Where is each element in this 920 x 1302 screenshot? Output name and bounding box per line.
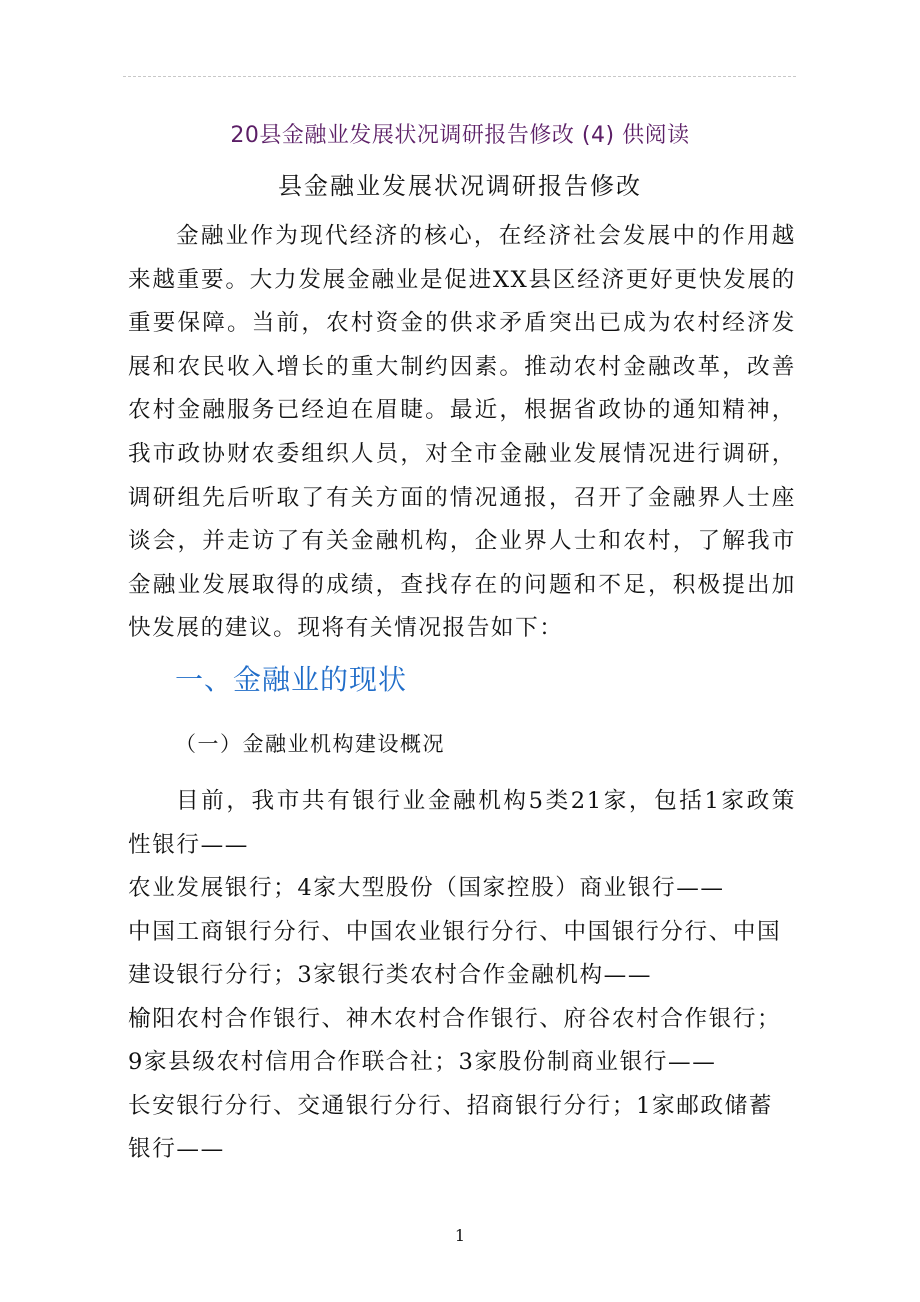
- body-line: 建设银行分行；3家银行类农村合作金融机构——: [128, 962, 653, 988]
- body-line: 农业发展银行；4家大型股份（国家控股）商业银行——: [128, 875, 725, 901]
- body-line: 长安银行分行、交通银行分行、招商银行分行；1家邮政储蓄: [128, 1093, 774, 1119]
- document-subtitle: 县金融业发展状况调研报告修改: [278, 172, 642, 200]
- body-paragraph: 目前，我市共有银行业金融机构5类21家，包括1家政策性银行——: [128, 788, 796, 858]
- subsection-heading: （一）金融业机构建设概况: [175, 732, 445, 756]
- body-line: 9家县级农村信用合作联合社；3家股份制商业银行——: [128, 1049, 717, 1075]
- intro-paragraph: 金融业作为现代经济的核心，在经济社会发展中的作用越来越重要。大力发展金融业是促进XX县区经济更好更快发展的重要保障。当前，农村资金的供求矛盾突出已成为农村经济发展和农民收入增长的重大制约因素。推动农村金融改革，改善农村金融服务已经迫在眉睫。最近，根据省政协的通知精神，我市政协财农委组织人员，对全市金融业发展情况进行调研，调研组先后听取了有关方面的情况通报，召开了金融界人士座谈会，并走访了有关金融机构，企业界人士和农村，了解我市金融业发展取得的成绩，查找存在的问题和不足，积极提出加快发展的建议。现将有关情况报告如下：: [128, 223, 796, 642]
- section-heading: 一、金融业的现状: [175, 663, 408, 696]
- body-line: 银行——: [128, 1136, 225, 1162]
- body-line: 中国工商银行分行、中国农业银行分行、中国银行分行、中国: [128, 919, 782, 945]
- header-rule: [123, 76, 796, 77]
- document-title: 20县金融业发展状况调研报告修改 (4) 供阅读: [230, 123, 690, 148]
- body-line: 榆阳农村合作银行、神木农村合作银行、府谷农村合作银行；: [128, 1006, 782, 1032]
- page-number: 1: [454, 1226, 466, 1245]
